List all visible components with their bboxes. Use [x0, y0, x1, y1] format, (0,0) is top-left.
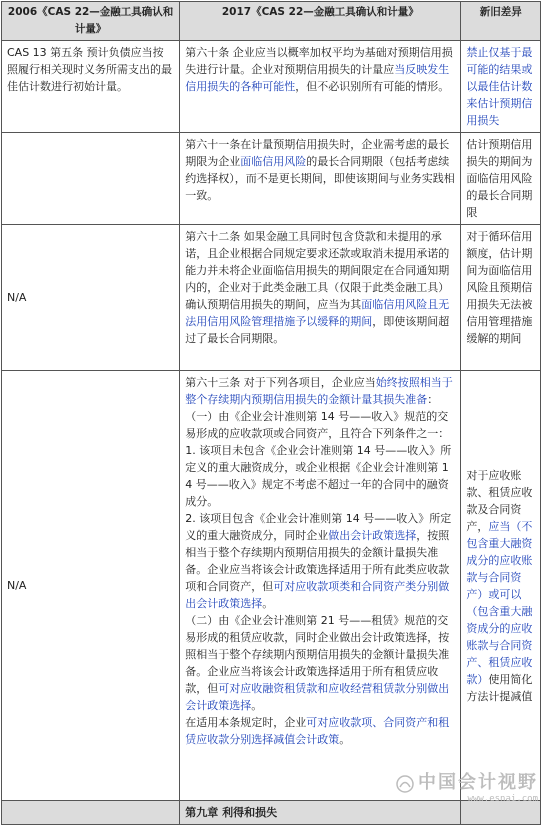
watermark	[395, 768, 538, 804]
chapter-blank	[461, 801, 541, 825]
new-standard-cell	[180, 41, 461, 133]
clause-item-2: （二）由《企业会计准则第 21 号——租赁》规范的交易形成的租赁应收款，同时企业做出会计政策选择，按照相当于整个存续期内预期信用损失的金额计量损失准备。企业应当将该会计政策选择适用于所有租赁应收款，但可对应收融资租赁款和应收经营租赁款分别做出会计政策选择。	[185, 614, 450, 712]
header-row	[2, 2, 541, 41]
table-row	[2, 371, 541, 801]
table-row	[2, 225, 541, 371]
new-text: 第六十一条在计量预期信用损失时，企业需考虑的最长期限为企业	[185, 138, 450, 168]
diff-cell: 禁止仅基于最可能的结果或以最佳估计数来估计预期信用损失	[461, 41, 541, 133]
highlight-text: 面临信用风险	[240, 155, 307, 168]
old-standard-cell	[2, 133, 180, 225]
diff-cell: 估计预期信用损失的期间为面临信用风险的最长合同期限	[461, 133, 541, 225]
chapter-row	[2, 801, 541, 825]
table-row	[2, 133, 541, 225]
new-text: 第六十二条 如果金融工具同时包含贷款和未提用的承诺，且企业根据合同规定要求还款或取消未提用承诺的能力并未将企业面临信用损失的期间限定在合同通知期内的，企业对于此类金融工具（仅限于此类金融工具）确认预期信用损失的期间，应当为其	[185, 230, 450, 311]
new-standard-cell	[180, 225, 461, 371]
diff-cell: 对于循环信用额度，估计期间为面临信用风险且预期信用损失无法被信用管理措施缓解的期间	[461, 225, 541, 371]
chapter-blank	[2, 801, 180, 825]
clause-item-1: （一）由《企业会计准则第 14 号——收入》规范的交易形成的应收款项或合同资产，且符合下列条件之一：	[185, 410, 450, 440]
header-diff: 新旧差异	[461, 2, 541, 41]
new-text: ，但不必识别所有可能的情形。	[295, 80, 450, 93]
clause-sub-2: 2. 该项目包含《企业会计准则第 14 号——收入》所定义的重大融资成分，同时企业做出会计政策选择，按照相当于整个存续期内预期信用损失的金额计量损失准备。企业应当将该会计政策选择适用于所有此类应收款项和合同资产，但可对应收款项类和合同资产类分别做出会计政策选择。	[185, 512, 452, 610]
clause-sub-1: 1. 该项目未包含《企业会计准则第 14 号——收入》所定义的重大融资成分，或企业根据《企业会计准则第 14 号——收入》规定不考虑不超过一年的合同中的融资成分。	[185, 444, 452, 508]
old-standard-cell: CAS 13 第五条 预计负债应当按照履行相关现时义务所需支出的最佳估计数进行初始计量。	[2, 41, 180, 133]
clause-intro: 第六十三条 对于下列各项目，企业应当始终按照相当于整个存续期内预期信用损失的金额计量其损失准备：	[185, 376, 453, 406]
new-standard-cell	[180, 371, 461, 801]
comparison-table	[1, 1, 541, 825]
old-standard-cell: N/A	[2, 371, 180, 801]
clause-closing: 在适用本条规定时，企业可对应收款项、合同资产和租赁应收款分别选择减值会计政策。	[185, 716, 450, 746]
old-standard-cell: N/A	[2, 225, 180, 371]
table-row	[2, 41, 541, 133]
header-2006: 2006《CAS 22—金融工具确认和计量》	[2, 2, 180, 41]
esnai-logo-icon	[395, 774, 415, 794]
header-2017: 2017《CAS 22—金融工具确认和计量》	[180, 2, 461, 41]
new-text: 第六十条 企业应当以概率加权平均为基础对预期信用损失进行计量。企业对预期信用损失的计量应	[185, 46, 453, 76]
new-text: 的最长合同期限（包括考虑续约选择权），而不是更长期间，即使该期间与业务实践相一致。	[185, 155, 455, 202]
diff-cell: 对于应收账款、租赁应收款及合同资产，应当（不包含重大融资成分的应收账款与合同资产）或可以（包含重大融资成分的应收账款与合同资产、租赁应收款）使用简化方法计提减值	[461, 371, 541, 801]
watermark-url: www.esnai.com	[467, 794, 538, 804]
highlight-text: 当反映发生信用损失的各种可能性	[185, 63, 450, 93]
highlight-text: 面临信用风险且无法用信用风险管理措施予以缓释的期间	[185, 298, 450, 328]
new-text: ，即使该期间超过了最长合同期限。	[185, 315, 450, 345]
new-standard-cell	[180, 133, 461, 225]
chapter-title: 第九章 利得和损失	[180, 801, 461, 825]
watermark-title: 中国会计视野	[418, 772, 538, 793]
